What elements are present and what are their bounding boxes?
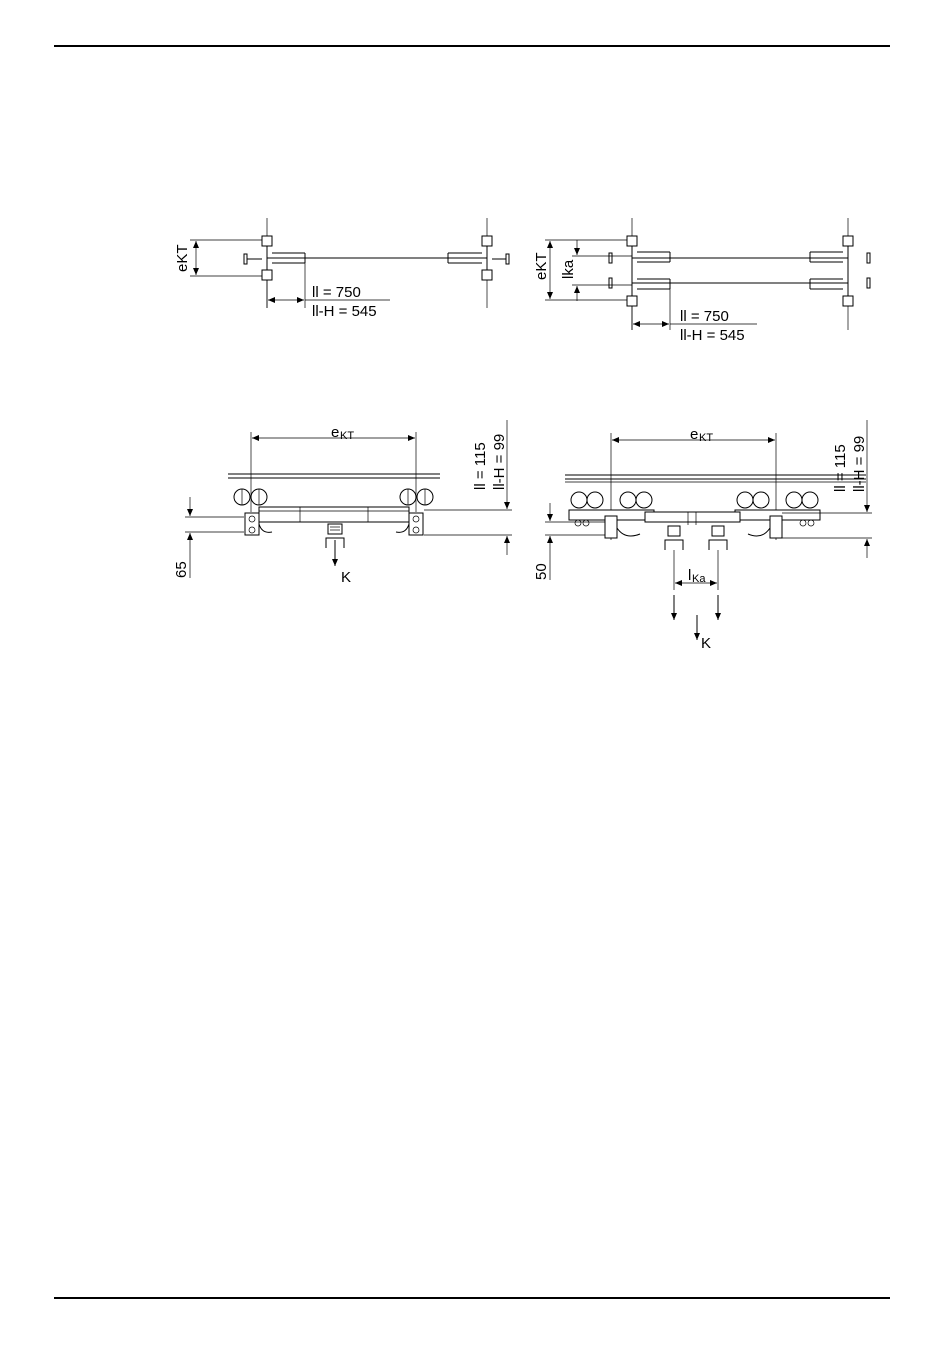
dim-ekt-main-right: e <box>690 426 699 443</box>
dim-lka-sub: Ka <box>692 573 706 585</box>
dim-ll-elev-right: ll = 115 <box>832 444 849 492</box>
dim-llh-elev-right: ll-H = 99 <box>851 435 868 492</box>
load-label: K <box>341 569 352 586</box>
dim-llh-label: ll-H = 545 <box>312 303 377 320</box>
dim-ll-label: ll = 750 <box>312 284 361 301</box>
dim-ekt-sub: KT <box>340 430 355 442</box>
dim-llh-elev: ll-H = 99 <box>491 433 508 490</box>
dim-ekt-label-right: eKT <box>533 252 550 280</box>
dim-lka-label: lka <box>560 259 577 279</box>
load-label-right: K <box>701 635 712 652</box>
elevation-view-double-girder <box>545 420 872 640</box>
dim-ekt-main: e <box>331 424 340 441</box>
dim-height-label-right: 50 <box>533 563 550 580</box>
dim-lka-main: l <box>688 567 692 584</box>
dim-llh-label-right: ll-H = 545 <box>680 327 745 344</box>
dim-ekt-sub-right: KT <box>699 432 714 444</box>
dim-ll-elev: ll = 115 <box>472 442 489 490</box>
dim-ll-label-right: ll = 750 <box>680 308 729 325</box>
dim-ekt-label: eKT <box>174 244 191 272</box>
dim-height-label: 65 <box>173 561 190 578</box>
elevation-view-single-girder <box>185 420 512 578</box>
